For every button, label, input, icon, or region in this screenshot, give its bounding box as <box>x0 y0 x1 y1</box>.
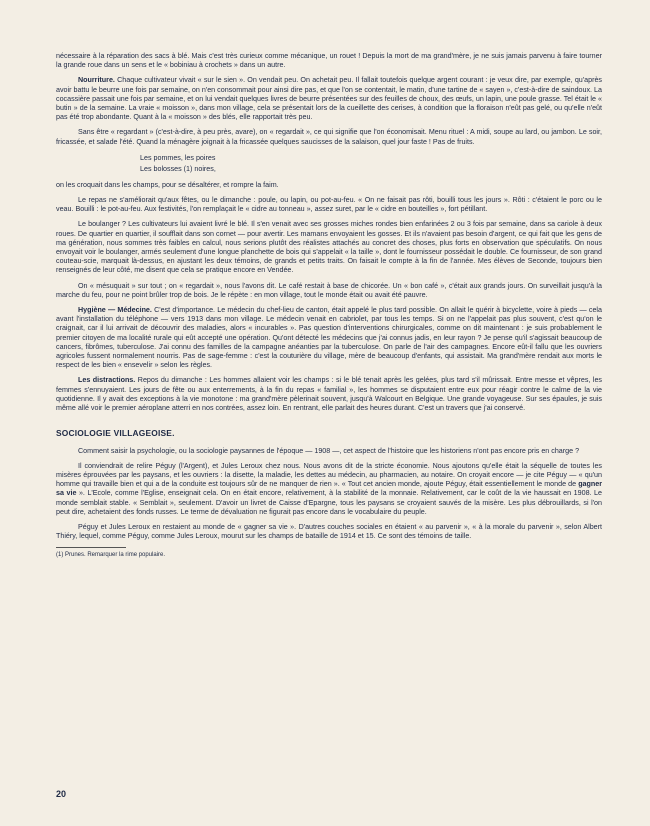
paragraph-hygiene <box>56 306 602 370</box>
paragraph-boulanger: Le boulanger ? Les cultivateurs lui avaient livré le blé. Il s'en venait avec ses grosses miches rondes bien enfarinées 2 ou 3 fois par semaine, dans sa cariole à deux roues. De quartier en quartier, il soufflait dans son cornet — pour avertir. Les mamans envoyaient les gosses. Et ils n'avaient pas besoin d'argent, ce qui fait que les gens de ma génération, nous sommes très faibles en calcul, nous serions plutôt des réalistes attachés au concret des choses, plus forts en observation que spéculatifs. On nous envoyait voir le boulanger, armés seulement d'une longue planchette de bois qui s'appelait « la taille », dont le fournisseur possédait le double. Ce fournisseur, de son grand couteau-scie, marquait là-dessus, en ajustant les deux témoins, de grands et petits traits. On faisait le compte à la fin de l'année. Mes élèves de Seconde, toujours bien renseignés de leur côté, me disent que cela se pratique encore en Vendée. <box>56 220 602 275</box>
paragraph-peguy-text-a: Il conviendrait de relire Péguy (l'Argent), et Jules Leroux chez nous. Nous avons dit de la stricte économie. Nous ajoutons qu'elle était la séquelle de toutes les misères éprouvées par les paysans, et les ouvriers : la disette, la maladie, les dettes au médecin, au pharmacien, au notaire. On croyait encore — je cite Péguy — « qu'un homme qui travaille bien et qui a de la conduite est toujours sûr de ne manquer de rien ». « Tout cet ancien monde, ajoute Péguy, était essentiellement le monde de <box>56 461 602 489</box>
paragraph-repas: Le repas ne s'améliorait qu'aux fêtes, ou le dimanche : poule, ou lapin, ou pot-au-feu. « On ne faisait pas rôti, bouilli tous les jours ». Rôti : c'étaient le porc ou le veau. Bouilli : le pot-au-feu. Aux festivités, l'on remplaçait le « cidre au tonneau », assez suret, par le « cidre en bouteilles », fort pétillant. <box>56 196 602 214</box>
paragraph-regardant: Sans être « regardant » (c'est-à-dire, à peu près, avare), on « regardait », ce qui signifie que l'on économisait. Menu rituel : A midi, soupe au lard, ou jambon. Le soir, fricassée, et salade l'été. Quand la ménagère joignait à la fricassée quelques saucisses de la salaison, quel jour faste ! Pas de fruits. <box>56 128 602 146</box>
verse-line-2: Les bolosses (1) noires, <box>140 164 216 173</box>
page-number: 20 <box>56 789 67 799</box>
paragraph-rouet: nécessaire à la réparation des sacs à blé. Mais c'est très curieux comme mécanique, un rouet ! Depuis la mort de ma grand'mère, je ne suis jamais parvenu à faire tourner la grande roue dans un sens et le « bobiniau à crochets » dans un autre. <box>56 52 602 70</box>
paragraph-parvenir: Péguy et Jules Leroux en restaient au monde de « gagner sa vie ». D'autres couches sociales en étaient « au parvenir », « à la morale du parvenir », selon Albert Thiéry, lequel, comme Péguy, comme Jules Leroux, mourut sur les champs de bataille de 1914 et 15. Ce sont des témoins de taille. <box>56 522 602 541</box>
paragraph-distractions <box>56 376 602 413</box>
section-lead-nourriture: Nourriture. <box>78 76 115 85</box>
footnote: (1) Prunes. Remarquer la rime populaire. <box>56 552 166 559</box>
paragraph-peguy-text-b: ». L'Ecole, comme l'Eglise, enseignait cela. On en était encore, relativement, à la stabilité de la monnaie. Relativement, car le coût de la vie haussait en 1908. Le monde semblait stable. « Semblait », seulement. D'avoir un livret de Caisse d'Epargne, tous les paysans se croyaient sauvés de la misère. Les plus débrouillards, si l'on peut dire, achetaient des fonds russes. Le terme de dévaluation ne figurait pas encore dans le vocabulaire du peuple. <box>56 489 603 516</box>
paragraph-mesuquait: On « mésuquait » sur tout ; on « regardait », nous l'avons dit. Le café restait à base de chicorée. Un « bon café », c'était aux grands jours. On surveillait jusqu'à la marche du feu, pour ne point brûler trop de bois. Je le répète : en mon village, tout le monde était ou avait été pauvre. <box>56 281 602 299</box>
paragraph-peguy <box>56 462 602 517</box>
section-heading-sociologie: SOCIOLOGIE VILLAGEOISE. <box>56 428 175 439</box>
emphasis-gagner-sa-vie: gagner sa vie <box>56 480 602 498</box>
section-lead-hygiene: Hygiène — Médecine. <box>78 306 152 315</box>
verse-block <box>140 153 602 175</box>
paragraph-croquait: on les croquait dans les champs, pour se désaltérer, et rompre la faim. <box>56 180 279 189</box>
paragraph-distractions-text: Repos du dimanche : Les hommes allaient voir les champs : si le blé tenait après les gelées, plus tard s'il mûrissait. Entre messe et vêpres, les femmes s'ennuyaient. Les jours de fête ou aux enterrements, à la fin du repas « familial », les hommes se disputaient entre eux pour réagir contre le calme de la vie quotidienne. Il y avait des exceptions à la vie monotone : ma grand'mère pèlerinait souvent, jusqu'à Walcourt en Belgique. Une grande voyageuse. Sur ses épaules, je suis même allé voir le premier aéroplane atterri en nos contrées, assez loin. En rentrant, elle parlait des heures durant. C'est un travers que j'ai conservé. <box>56 376 603 413</box>
verse-line-1: Les pommes, les poires <box>140 153 216 162</box>
paragraph-psychologie: Comment saisir la psychologie, ou la sociologie paysannes de l'époque — 1908 —, cet aspect de l'histoire que les historiens n'ont pas encore pris en charge ? <box>78 446 580 455</box>
paragraph-nourriture <box>56 76 602 122</box>
section-lead-distractions: Les distractions. <box>78 376 136 385</box>
footnote-divider <box>56 547 126 548</box>
paragraph-nourriture-text: Chaque cultivateur vivait « sur le sien ». On vendait peu. On achetait peu. Il fallait toutefois quelque argent courant : je veux dire, par exemple, qu'après avoir battu le beurre une fois par semaine, on n'en consommait pour ainsi dire pas, et que l'on se contentait, le matin, d'une tartine de « sayen », c'est-à-dire de saindoux. La cocassière passait une fois par semaine, et on lui vendait quelques livres de beurre présentées sur des feuilles de choux, des œufs, un lapin, une poule grasse. Tel était le « butin » de la semaine. La vraie « moisson », dans mon village, cela se présentait lors de la cueillette des cerises, à condition que la floraison n'eût pas gelé, ou qu'elle n'eût pas été trop abondante. Quant à la « moisson » des blés, elle rapportait très peu. <box>56 76 602 122</box>
paragraph-hygiene-text: C'est d'importance. Le médecin du chef-lieu de canton, était appelé le plus tard possible. On allait le quérir à bicyclette, voire à pieds — cela avant l'installation du téléphone — vers 1913 dans mon village. Le médecin venait en cabriolet, par tous les temps. Si on ne l'appelait pas plus souvent, c'est qu'on le craignait, car il lui arrivait de découvrir des maladies, alors « incurables ». Pas question d'interventions chirurgicales, comme on dit maintenant : je suis probablement le premier citoyen de ma localité rurale qui eût accepté une opération. Qu'ont détecté les médecins que j'ai connus jadis, en leur rayon ? Je pense qu'il s'agissait beaucoup de cancers, fibrômes, tuberculose. J'ai connu des familles de la campagne anéanties par la tuberculose. On parle de l'air des campagnes. Encore eût-il fallu que les ouvriers agricoles fussent normalement nourris. Pas de sage-femme : c'est la couturière du village, mère de beaucoup d'enfants, qui assistait. Ma grand'mère rendait aux morts le respect de les bien « ensevelir » selon les règles. <box>56 306 602 370</box>
